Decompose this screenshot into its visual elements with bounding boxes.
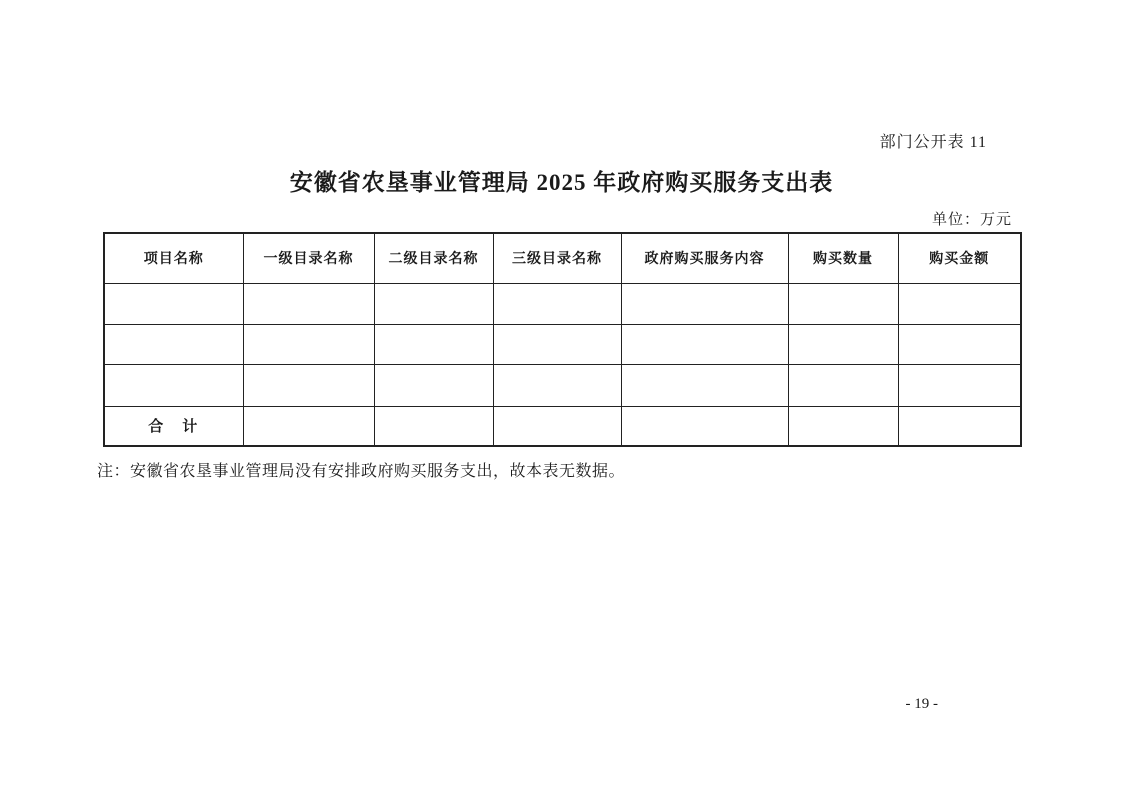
empty-cell <box>621 364 788 406</box>
empty-cell <box>243 364 374 406</box>
empty-cell <box>104 364 243 406</box>
table-row <box>104 324 1021 364</box>
empty-cell <box>788 406 898 446</box>
total-label-cell: 合 计 <box>104 406 243 446</box>
header-purchase-quantity: 购买数量 <box>788 233 898 283</box>
empty-cell <box>898 283 1021 324</box>
unit-label: 单位：万元 <box>931 212 1012 228</box>
header-project-name: 项目名称 <box>104 233 243 283</box>
empty-cell <box>621 406 788 446</box>
empty-cell <box>374 283 493 324</box>
table-row <box>104 364 1021 406</box>
expenditure-table <box>103 232 1022 447</box>
footnote: 注：安徽省农垦事业管理局没有安排政府购买服务支出，故本表无数据。 <box>97 463 626 480</box>
header-purchase-amount: 购买金额 <box>898 233 1021 283</box>
table-header-row <box>104 233 1021 283</box>
empty-cell <box>243 406 374 446</box>
page-number: - 19 - <box>905 696 938 712</box>
empty-cell <box>374 324 493 364</box>
header-service-content: 政府购买服务内容 <box>621 233 788 283</box>
empty-cell <box>374 364 493 406</box>
table-total-row <box>104 406 1021 446</box>
empty-cell <box>898 406 1021 446</box>
empty-cell <box>243 283 374 324</box>
header-level2-catalog: 二级目录名称 <box>374 233 493 283</box>
table-row <box>104 283 1021 324</box>
empty-cell <box>788 283 898 324</box>
header-level1-catalog: 一级目录名称 <box>243 233 374 283</box>
empty-cell <box>493 406 621 446</box>
empty-cell <box>493 283 621 324</box>
empty-cell <box>374 406 493 446</box>
page-title: 安徽省农垦事业管理局 2025 年政府购买服务支出表 <box>289 170 834 195</box>
empty-cell <box>493 324 621 364</box>
empty-cell <box>243 324 374 364</box>
empty-cell <box>104 283 243 324</box>
dept-table-label: 部门公开表 11 <box>879 134 987 151</box>
empty-cell <box>788 324 898 364</box>
empty-cell <box>788 364 898 406</box>
header-level3-catalog: 三级目录名称 <box>493 233 621 283</box>
empty-cell <box>621 283 788 324</box>
empty-cell <box>621 324 788 364</box>
empty-cell <box>898 324 1021 364</box>
document-content <box>97 0 1020 794</box>
empty-cell <box>493 364 621 406</box>
empty-cell <box>104 324 243 364</box>
empty-cell <box>898 364 1021 406</box>
